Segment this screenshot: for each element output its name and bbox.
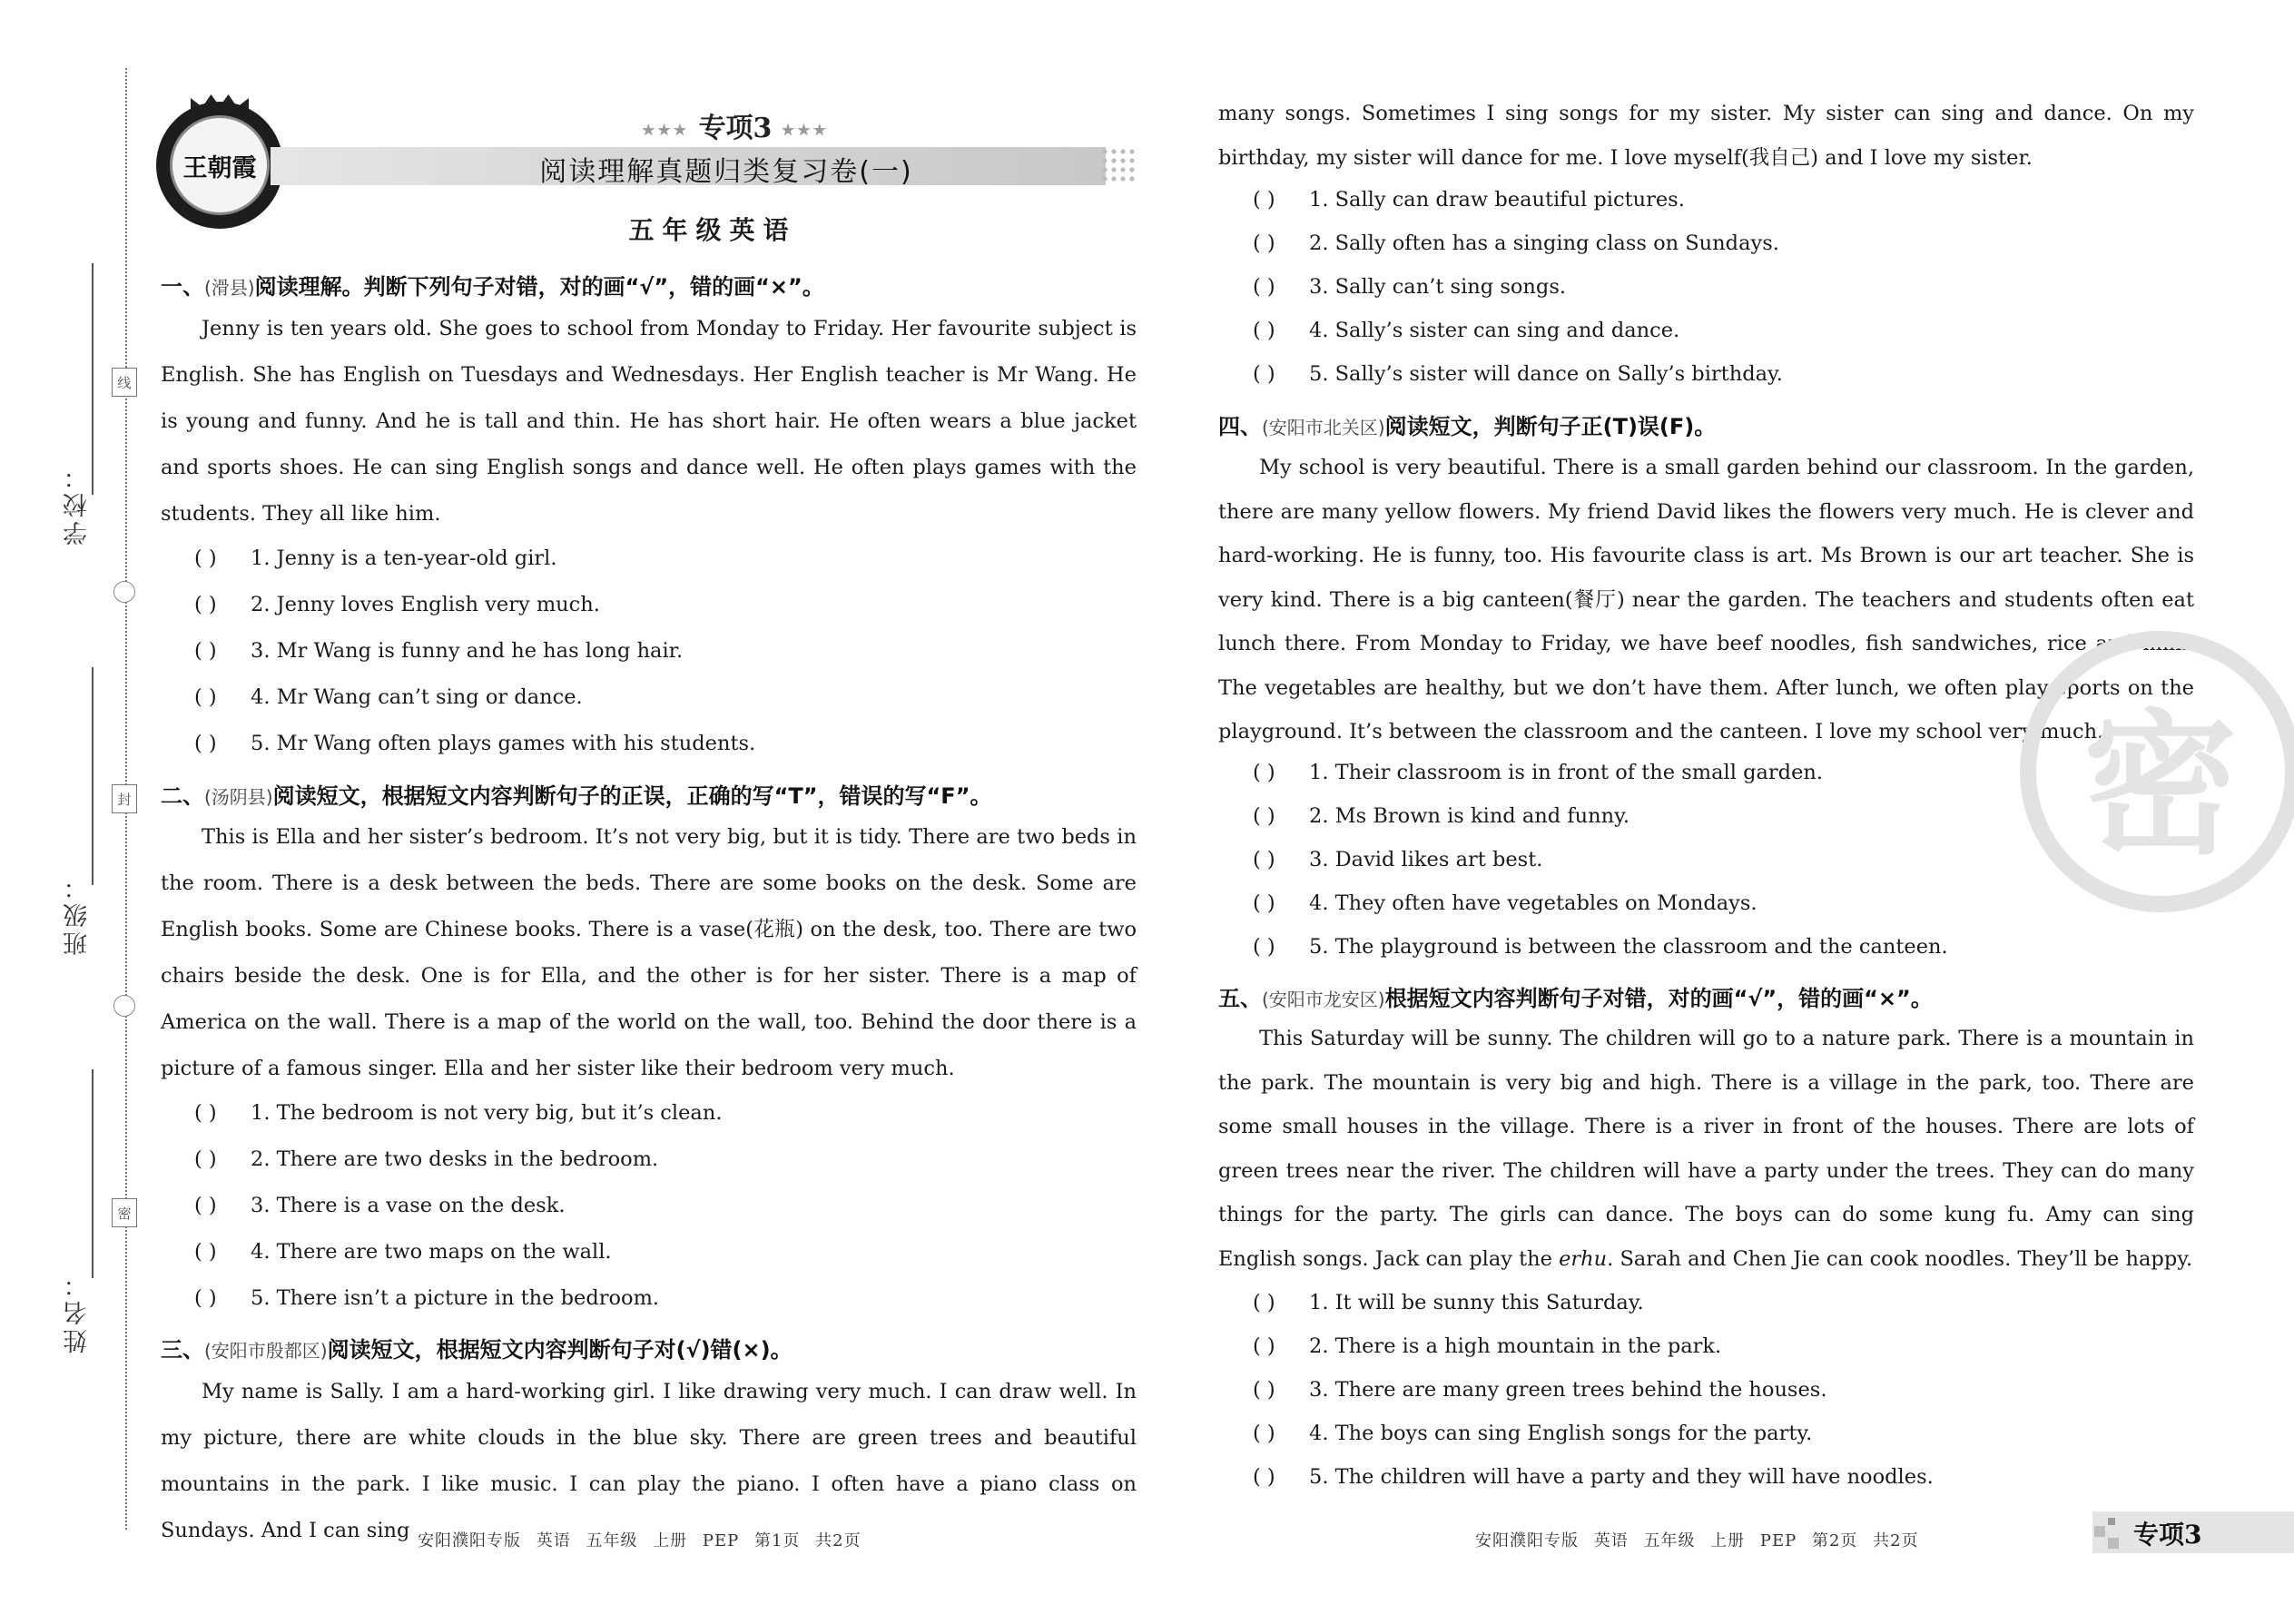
binding-hole [113, 995, 135, 1017]
section-instruction: 阅读短文，根据短文内容判断句子对(√)错(×)。 [327, 1337, 793, 1363]
question-item: ( ) 5. There isn’t a picture in the bedroom. [194, 1286, 660, 1310]
paper-title: 阅读理解真题归类复习卷(一) [539, 156, 913, 188]
question-item: ( ) 3. David likes art best. [1253, 848, 1543, 871]
series-label: 专项3 [698, 113, 773, 144]
question-item: ( ) 5. Sally’s sister will dance on Sally’s birthday. [1253, 362, 1783, 386]
question-item: ( ) 1. Jenny is a ten-year-old girl. [194, 546, 557, 570]
answer-blank[interactable]: ( ) [1253, 1465, 1275, 1489]
answer-blank[interactable]: ( ) [194, 546, 217, 570]
question-item: ( ) 4. Mr Wang can’t sing or dance. [194, 685, 583, 709]
question-item: ( ) 3. There are many green trees behind the houses. [1253, 1378, 1827, 1402]
section-1-heading [161, 269, 824, 300]
question-item: ( ) 4. They often have vegetables on Mondays. [1253, 891, 1757, 915]
section-source: (滑县) [204, 277, 255, 299]
section-3-passage-part2: many songs. Sometimes I sing songs for my sister. My sister can sing and dance. On my birthday, my sister will dance for me. I love myself(我自己) and I love my sister. [1218, 102, 2194, 170]
question-item: ( ) 3. There is a vase on the desk. [194, 1194, 566, 1217]
question-item: ( ) 2. Sally often has a singing class on Sundays. [1253, 231, 1779, 255]
answer-blank[interactable]: ( ) [194, 593, 217, 616]
question-item: ( ) 2. There is a high mountain in the park. [1253, 1334, 1722, 1358]
secret-stamp-watermark: 密 [2020, 631, 2294, 912]
section-instruction: 阅读短文，根据短文内容判断句子的正误，正确的写“T”，错误的写“F”。 [272, 783, 992, 809]
section-number: 四、 [1218, 414, 1262, 439]
answer-blank[interactable]: ( ) [1253, 935, 1275, 959]
answer-blank[interactable]: ( ) [1253, 848, 1275, 871]
question-item: ( ) 4. Sally’s sister can sing and dance. [1253, 319, 1680, 342]
question-item: ( ) 2. There are two desks in the bedroom. [194, 1147, 659, 1171]
answer-blank[interactable]: ( ) [194, 1286, 217, 1310]
logo-text: 王朝霞 [170, 115, 270, 215]
answer-blank[interactable]: ( ) [1253, 1291, 1275, 1314]
answer-blank[interactable]: ( ) [194, 639, 217, 663]
question-item: ( ) 4. There are two maps on the wall. [194, 1240, 612, 1264]
question-item: ( ) 5. The children will have a party and they will have noodles. [1253, 1465, 1934, 1489]
answer-blank[interactable]: ( ) [194, 732, 217, 755]
section-source: (汤阴县) [204, 786, 273, 808]
tab-square-decoration [2108, 1538, 2119, 1549]
answer-blank[interactable]: ( ) [194, 1240, 217, 1264]
answer-blank[interactable]: ( ) [1253, 1378, 1275, 1402]
series-heading [545, 105, 926, 145]
binding-mark-mi: 密 [112, 1198, 137, 1227]
italic-word-erhu: erhu [1559, 1246, 1608, 1271]
answer-blank[interactable]: ( ) [1253, 1422, 1275, 1445]
section-number: 二、 [161, 783, 204, 809]
series-tab-label: 专项3 [2133, 1520, 2202, 1550]
answer-blank[interactable]: ( ) [1253, 891, 1275, 915]
question-item: ( ) 2. Ms Brown is kind and funny. [1253, 804, 1630, 828]
question-item: ( ) 5. The playground is between the classroom and the canteen. [1253, 935, 1948, 959]
class-label: 班级： [64, 871, 92, 956]
school-label: 学校： [64, 461, 92, 546]
answer-blank[interactable]: ( ) [194, 685, 217, 709]
section-instruction: 根据短文内容判断句子对错，对的画“√”，错的画“×”。 [1384, 986, 1933, 1011]
section-1-passage: Jenny is ten years old. She goes to school from Monday to Friday. Her favourite subject is English. She has English on Tuesdays and Wednesdays. Her English teacher is Mr Wang. He is young and funny. And he is tall and thin. He has short hair. He often wears a blue jacket and sports shoes. He can sing English songs and dance well. He often plays games with the students. They all like him. [161, 317, 1137, 526]
section-source: (安阳市殷都区) [204, 1340, 328, 1362]
name-label: 姓名： [64, 1269, 92, 1353]
class-blank-line [92, 667, 94, 885]
section-source: (安阳市北关区) [1262, 417, 1385, 438]
answer-blank[interactable]: ( ) [1253, 804, 1275, 828]
section-instruction: 阅读短文，判断句子正(T)误(F)。 [1384, 414, 1717, 439]
section-3-heading [161, 1332, 793, 1363]
answer-blank[interactable]: ( ) [1253, 1334, 1275, 1358]
answer-blank[interactable]: ( ) [194, 1194, 217, 1217]
section-number: 五、 [1218, 986, 1262, 1011]
question-item: ( ) 3. Sally can’t sing songs. [1253, 275, 1567, 299]
binding-hole [113, 581, 135, 603]
section-4-passage: My school is very beautiful. There is a small garden behind our classroom. In the garden, there are many yellow flowers. My friend David likes the flowers very much. He is clever and hard-working. He is funny, too. His favourite class is art. Ms Brown is our art teacher. She is very kind. There is a big canteen(餐厅) near the garden. The teachers and students often eat lunch there. From Monday to Friday, we have beef noodles, fish sandwiches, rice and milk. The vegetables are healthy, but we don’t have them. After lunch, we often play sports on the playground. It’s between the classroom and the canteen. I love my school very much. [1218, 456, 2194, 743]
name-blank-line [92, 1069, 94, 1278]
question-item: ( ) 1. It will be sunny this Saturday. [1253, 1291, 1644, 1314]
stars-right-icon: ★★★ [781, 121, 829, 139]
section-2-passage: This is Ella and her sister’s bedroom. It’s not very big, but it is tidy. There are two beds in the room. There is a desk between the beds. There are some books on the desk. Some are English books. Some are Chinese books. There is a vase(花瓶) on the desk, too. There are two chairs beside the desk. One is for Ella, and the other is for her sister. There is a map of America on the wall. There is a map of the world on the wall, too. Behind the door there is a picture of a famous singer. Ella and her sister like their bedroom very much. [161, 825, 1137, 1080]
section-2-heading [161, 778, 991, 810]
tab-square-decoration [2108, 1518, 2115, 1525]
brand-logo [156, 102, 283, 229]
section-4-heading [1218, 408, 1716, 440]
answer-blank[interactable]: ( ) [194, 1147, 217, 1171]
answer-blank[interactable]: ( ) [1253, 319, 1275, 342]
section-5-heading [1218, 980, 1933, 1012]
section-instruction: 阅读理解。判断下列句子对错，对的画“√”，错的画“×”。 [254, 274, 824, 300]
section-3-passage-part1: My name is Sally. I am a hard-working girl. I like drawing very much. I can draw well. In my picture, there are white clouds in the blue sky. There are green trees and beautiful mountains in the park. I like music. I can play the piano. I often have a piano class on Sundays. And I can sing [161, 1380, 1137, 1542]
footer-page1: 安阳濮阳专版 英语 五年级 上册 PEP 第1页 共2页 [418, 1531, 861, 1550]
stars-left-icon: ★★★ [642, 121, 690, 139]
question-item: ( ) 4. The boys can sing English songs for the party. [1253, 1422, 1813, 1445]
answer-blank[interactable]: ( ) [1253, 231, 1275, 255]
section-source: (安阳市龙安区) [1262, 989, 1385, 1010]
tab-square-decoration [2094, 1526, 2105, 1537]
subject-title: 五年级英语 [628, 215, 797, 245]
section-5-passage: This Saturday will be sunny. The children will go to a nature park. There is a mountain in the park. The mountain is very big and high. There is a village in the park, too. There are some small houses in the village. There is a river in front of the houses. There are lots of green trees near the river. The children will have a party under the trees. They can do many things for the party. The girls can dance. The boys can do some kung fu. Amy can sing English songs. Jack can play the erhu. Sarah and Chen Jie can cook noodles. They’ll be happy. [1218, 1027, 2194, 1271]
answer-blank[interactable]: ( ) [1253, 275, 1275, 299]
question-item: ( ) 2. Jenny loves English very much. [194, 593, 600, 616]
footer-page2: 安阳濮阳专版 英语 五年级 上册 PEP 第2页 共2页 [1475, 1531, 1919, 1550]
question-item: ( ) 5. Mr Wang often plays games with his students. [194, 732, 756, 755]
binding-mark-xian: 线 [112, 368, 137, 397]
section-number: 三、 [161, 1337, 204, 1363]
ribbon-dots-decoration [1100, 147, 1138, 185]
question-item: ( ) 1. Their classroom is in front of the small garden. [1253, 761, 1824, 784]
answer-blank[interactable]: ( ) [1253, 362, 1275, 386]
answer-blank[interactable]: ( ) [1253, 761, 1275, 784]
answer-blank[interactable]: ( ) [1253, 188, 1275, 212]
question-item: ( ) 1. The bedroom is not very big, but it’s clean. [194, 1101, 723, 1125]
question-item: ( ) 3. Mr Wang is funny and he has long hair. [194, 639, 684, 663]
question-item: ( ) 1. Sally can draw beautiful pictures. [1253, 188, 1685, 212]
binding-mark-feng: 封 [112, 784, 137, 813]
answer-blank[interactable]: ( ) [194, 1101, 217, 1125]
school-blank-line [92, 263, 94, 495]
section-number: 一、 [161, 274, 204, 300]
